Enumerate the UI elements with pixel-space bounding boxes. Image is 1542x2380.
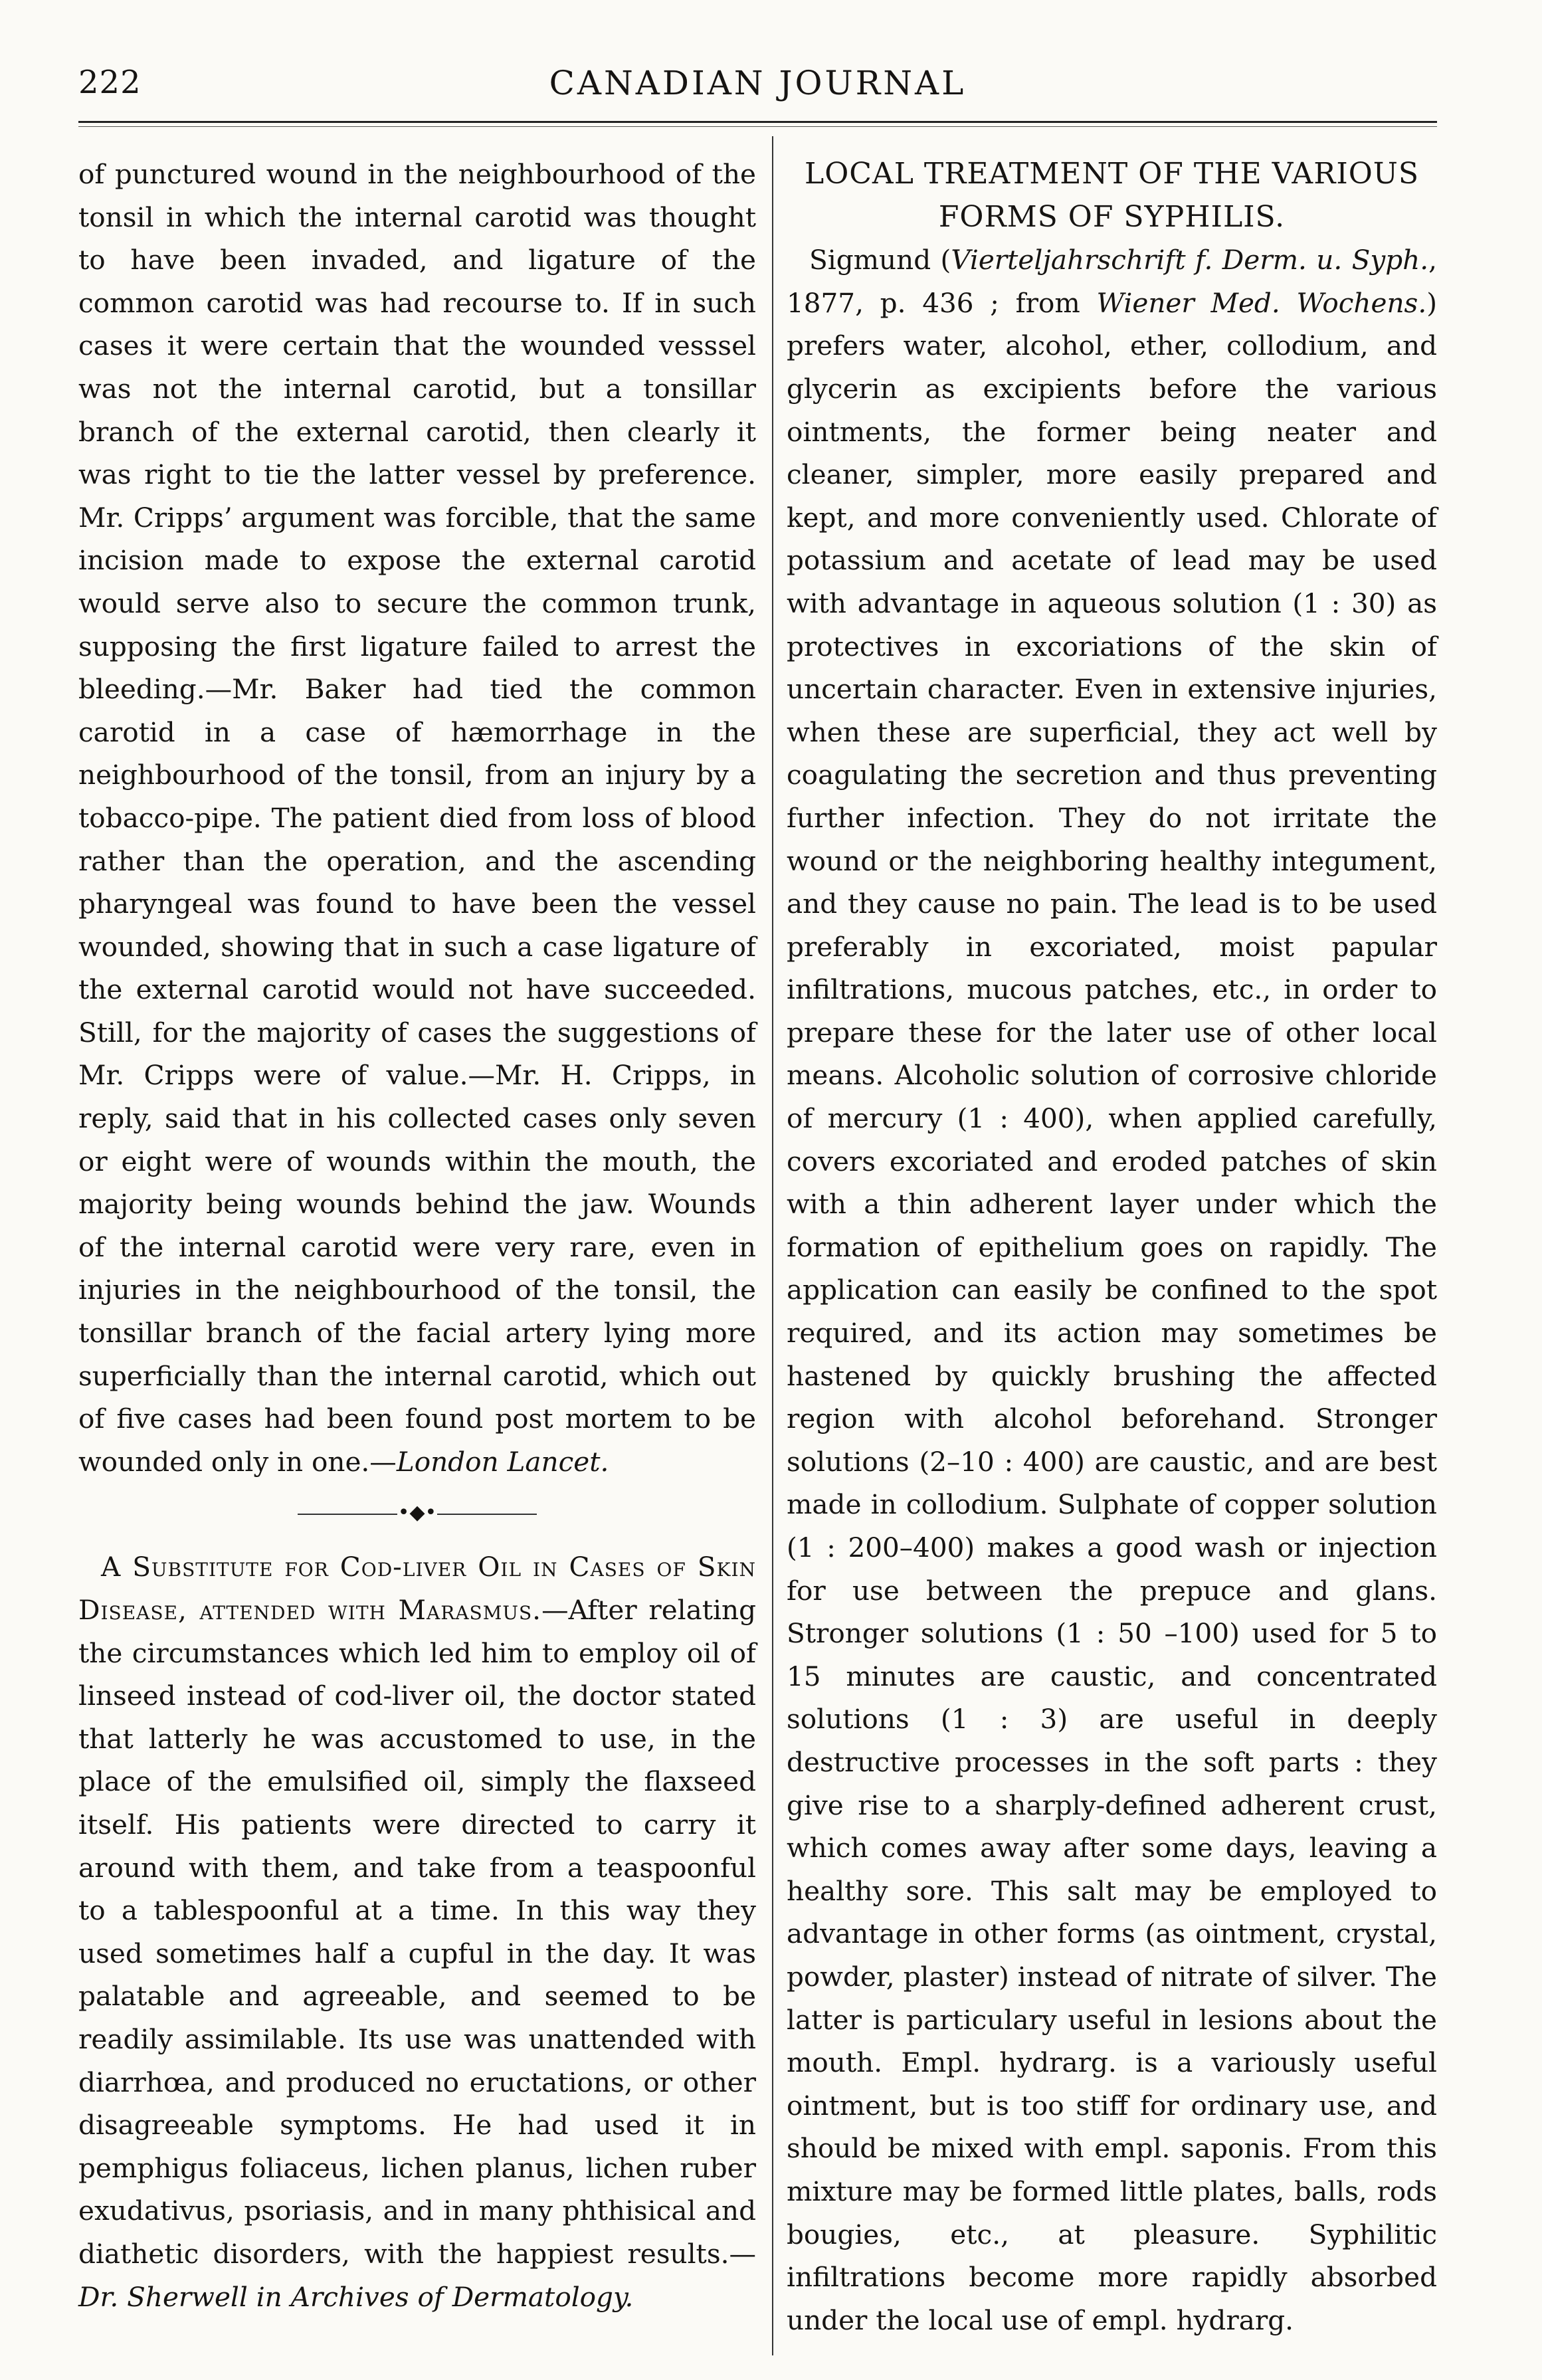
article-paragraph bbox=[78, 1545, 756, 2318]
article-paragraph bbox=[787, 239, 1437, 2341]
citation-details: , 1877, p. 436 ; from bbox=[787, 244, 1437, 319]
continued-article-paragraph bbox=[78, 153, 756, 1483]
header-rule bbox=[78, 121, 1437, 123]
column-divider bbox=[772, 136, 773, 2355]
continued-article-text: of punctured wound in the neighbourhood of the tonsil in which the internal carotid was thought to have been invaded, and ligature of the common carotid was had recourse to. If in such cases it were certain that the wounded vesssel was not the internal carotid, but a tonsillar branch of the external carotid, then clearly it was right to tie the latter vessel by preference. Mr. Cripps’ argument was forcible, that the same incision made to expose the external carotid would serve also to secure the common trunk, supposing the first ligature failed to arrest the bleeding.—Mr. Baker had tied the common carotid in a case of hæmorrhage in the neighbourhood of the tonsil, from an injury by a tobacco-pipe. The patient died from loss of blood rather than the operation, and the ascending pharyngeal was found to have been the vessel wounded, showing that in such a case ligature of the external carotid would not have succeeded. Still, for the majority of cases the suggestions of Mr. Cripps were of value.—Mr. H. Cripps, in reply, said that in his collected cases only seven or eight were of wounds within the mouth, the majority being wounds behind the jaw. Wounds of the internal carotid were very rare, even in injuries in the neighbourhood of the tonsil, the tonsillar branch of the facial artery lying more superficially than the internal carotid, which out of five cases had been found post mortem to be wounded only in one.— bbox=[78, 158, 756, 1478]
left-column bbox=[78, 153, 756, 2318]
page-header bbox=[78, 64, 1437, 110]
article-heading: A Substitute for Cod-liver Oil in Cases of Skin Disease, attended with Marasmus. bbox=[78, 1551, 756, 1626]
article-body: —After relating the circumstances which led him to employ oil of linseed instead of cod-liver oil, the doctor stated that latterly he was accustomed to use, in the place of the emulsified oil, simply the flaxseed itself. His patients were directed to carry it around with them, and take from a teaspoonful to a tablespoonful at a time. In this way they used sometimes half a cupful in the day. It was palatable and agreeable, and seemed to be readily assimilable. Its use was unattended with diarrhœa, and produced no eructations, or other disagreeable symptoms. He had used it in pemphigus foliaceus, lichen planus, lichen ruber exudativus, psoriasis, and in many phthisical and diathetic disorders, with the happiest results.— bbox=[78, 1594, 756, 2270]
article-separator bbox=[78, 1483, 756, 1545]
header-rule-thin bbox=[78, 126, 1437, 127]
article-source: Dr. Sherwell in Archives of Dermatology. bbox=[78, 2280, 634, 2313]
article-author: Sigmund bbox=[809, 244, 931, 276]
citation-source: Wiener Med. Wochens. bbox=[1096, 286, 1427, 319]
citation-open: ( bbox=[940, 244, 951, 276]
continued-article-source: London Lancet. bbox=[396, 1445, 609, 1478]
article-title: LOCAL TREATMENT OF THE VARIOUS FORMS OF SYPHILIS. bbox=[804, 157, 1420, 234]
separator-ornament: •◆• bbox=[397, 1501, 437, 1525]
page-number: 222 bbox=[78, 64, 142, 101]
article-body: prefers water, alcohol, ether, collodium, and glycerin as excipients before the various ointments, the former being neater and cleaner, simpler, more easily prepared and kept, and more conveniently used. Chlorate of potassium and acetate of lead may be used with advantage in aqueous solution (1 : 30) as protectives in excoriations of the skin of uncertain character. Even in extensive injuries, when these are superficial, they act well by coagulating the secretion and thus preventing further infection. They do not irritate the wound or the neighboring healthy integument, and they cause no pain. The lead is to be used preferably in excoriated, moist papular infiltrations, mucous patches, etc., in order to prepare these for the later use of other local means. Alcoholic solution of corrosive chloride of mercury (1 : 400), when applied carefully, covers excoriated and eroded patches of skin with a thin adherent layer under which the formation of epithelium goes on rapidly. The application can easily be confined to the spot required, and its action may sometimes be hastened by quickly brushing the affected region with alcohol beforehand. Stronger solutions (2–10 : 400) are caustic, and are best made in collodium. Sulphate of copper solution (1 : 200–400) makes a good wash or injection for use between the prepuce and glans. Stronger solutions (1 : 50 –100) used for 5 to 15 minutes are caustic, and concentrated solutions (1 : 3) are useful in deeply destructive processes in the soft parts : they give rise to a sharply-defined adherent crust, which comes away after some days, leaving a healthy sore. This salt may be employed to advantage in other forms (as ointment, crystal, powder, plaster) instead of nitrate of silver. The latter is particulary useful in lesions about the mouth. Empl. hydrarg. is a variously useful ointment, but is too stiff for ordinary use, and should be mixed with empl. saponis. From this mixture may be formed little plates, balls, rods bougies, etc., at pleasure. Syphilitic infiltrations become more rapidly absorbed under the local use of empl. hydrarg. bbox=[787, 330, 1437, 2336]
citation-journal: Vierteljahrschrift f. Derm. u. Syph. bbox=[951, 244, 1429, 276]
citation-close: ) bbox=[1426, 286, 1437, 319]
right-column bbox=[787, 153, 1437, 2341]
running-head: CANADIAN JOURNAL bbox=[549, 64, 967, 102]
